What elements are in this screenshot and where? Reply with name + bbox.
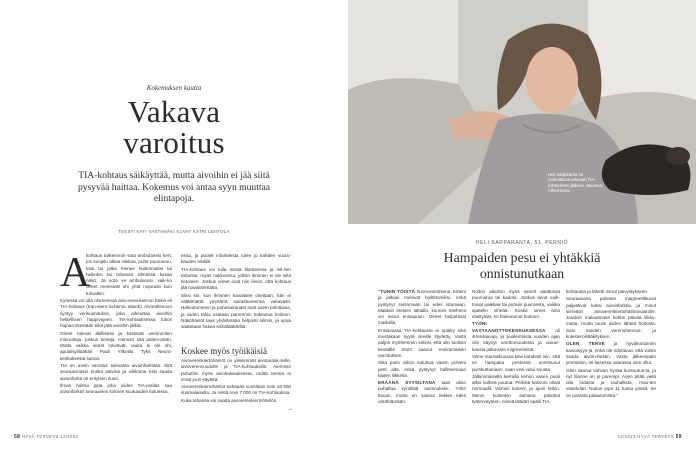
dropcap: A <box>60 250 91 296</box>
paragraph: Noihin aikoihin myös sanerl saattoivat puuroutua tai kadota. Joskus tavut vaih-toivat paikkaa tai puhuin puuroesta, vaikka ajattelin viheää. Koska oireet aina väistyivät, en hakeutunut hoitoon. <box>472 289 560 320</box>
paragraph: TIA on usein varoitus tulevasta aivoinfarktista. Sitä seuraavinakin koska päivinä ja viikkoina riski saada aivoinfarkti on erityisen suuri. <box>60 363 172 381</box>
paragraph: kohtaus tarkemmin sota ambulanssi hert, jos suojelu alkaa viikkoa, puhe puuroutuu, käsi tai jalka menee hoitimmaksi tai heikoksi tai toisessa silmässä kasaa näkö. Ja sota ve ambulanssi. vaik-ka oireet menisivät ohi yhtä nopeasti kuin tulivatkin. <box>86 253 172 296</box>
paragraph: Siksi kin, kun ihminen havaitsee oireitaan, hän ei välttämättä ymmärrä sairastuneensa vakavasti. Hakeutuminen ja puhesairaudet ovat usein pelottavia, ja niiden takia osataan paremmin hakeutua hoitoon. Näköhäiriöt taas yhdistetään helposti silmiin, ja apua saatetaan hakea silmälääkäriltä. <box>181 292 291 330</box>
paragraph: essa, ja puolet infarkteista tulee jo kahden vuoro-kauden sisällä. <box>181 253 291 265</box>
paragraph: TIA-kohtaus voi tulla missä tilanteessa ja mil-loin tahansa, myös nukkuessa, jolloin ihminen ei ole siitä tietoinen. Joskus oireet ovat niin lieviä, että kohtaus jää havaitsematta. <box>181 266 291 291</box>
body-column-r1 <box>378 289 466 406</box>
paragraph: kohtausta ja lähetti minut päivystykseen. <box>566 289 649 294</box>
paragraph: Oireet tulevat äkillisesti ja kestävät useimmiten minuutteja, joskus tunteja. Harvoin sitä pidem-pään. Mutta vaikka oireet häviävät, vaara ei ole ohi, apulaisylilääkäri Pauli Ylikotila Tyks Neuro-keskuksesta sanoo. <box>60 330 172 361</box>
story-title: Hampaiden pesu ei yhtäkkiä onnistunutkaan <box>443 250 601 281</box>
body-column-r3 <box>566 289 656 400</box>
title-line-2: varoitus <box>123 125 225 160</box>
body-column-r2 <box>472 289 560 406</box>
credits: TEKSTI KATI VASTAMÄKI KUVAT KATRI LEHTOLA <box>118 229 230 234</box>
footer-left <box>14 434 78 440</box>
magazine-issue: 12/2023 HYVÄ TERVEYS <box>617 434 675 439</box>
paragraph-text: huonovointisena. Käteni ja jalkani menivät hoiltittomiksi, enkä pystynyt seisomaan tai edes istumaan. Matasin eteisen lattialla, kunnes miehemi vei minut ensiapuun. Oireet helpottivat matkalla. <box>378 289 467 326</box>
paragraph-text: taas aloin puhaltaa kynttilää sammuksiin. Yritin kauan, mutta en saanut liekkiä edes värähtämään. <box>378 380 466 405</box>
paragraph: Siitä parin viikon kuluttua vasen polveni petti alta, enkä pystynyt hallitsemaan käden liikkeitä. <box>378 360 466 378</box>
body-column-2 <box>181 253 291 332</box>
lead-in: "TUNIN TÖISTÄ <box>378 289 416 294</box>
paragraph: Viime marraskuussa kävi kahdesti niin, että en hampaita pestessä onnistunut purskuttamaan, vaan vesi valui suusta. <box>472 353 561 372</box>
paragraph <box>472 321 560 352</box>
photo-caption: Heli Sarparanta on rauhoittunut arkeaan TIA-kohtauksen jälkeen. Seurana Alfred-koira. <box>548 172 603 194</box>
page-number: 59 <box>675 434 682 440</box>
body-column-1 <box>60 250 172 397</box>
paragraph <box>378 380 466 405</box>
paragraph <box>378 289 466 327</box>
paragraph: Kuka tahansa voi saada aivoverenkiertohäiriön. <box>181 397 278 403</box>
paragraph-text: oli stressaavaa, ja puolentoista vuoden ajan olin käynyt unettomuudesta ja uuvan-kausia jatkuvista migreeneistä. <box>472 327 560 352</box>
paragraph-text: ja hyväkuntoinen kavioisyyö-jä, enkä ole odottanut, että voisin saada aivoin-farktin. Vasta jälkeenpäin ymmärsin, mi-laisessa vaarassa olen ollut. <box>566 341 656 366</box>
paragraph: Jälkimmäisellä kerralla kehon vasen puoli alkoi kulkea puutua. Peilistä kasvoni olivat normaalit. Voimini kohenl, ja ajoin töihin. Menin kuitenkin samana päivänä työterveyteen, missä lääkäri epäili TIA- <box>472 373 560 405</box>
article-title <box>0 96 348 158</box>
paragraph: Olen saanut vahvan hyvää kuntoutus-ta, ja nyt tilanne on jo parempi. Arjen pitää vielä olla hidasta ja rauhallista, muu-ten väsähdän. Nukun jopa 11 tuntia yössä. Se on parasta palautumista." <box>566 367 656 398</box>
right-page <box>348 0 696 450</box>
lead-paragraph: TIA-kohtaus säikäyttää, mutta aivoihin ei jää siitä pysyvää haittaa. Kokemus voi antaa syyn muuttaa elintapoja. <box>77 170 271 205</box>
paragraph: Kysessä voi olla ohimenevä aivo-verenkierron häiriö eli TIA-kohtaus (tran-sient ischemic attack). Aivoraltimoon syntyy verisuonitukos, joka aiheuttaa aivoihin hetkellisen happivajeen. TIA-kohtauksessa tukos hajoaa itsestään eikä jätä aivoihin jälkiä. <box>60 298 172 329</box>
portrait-photo <box>348 0 696 224</box>
paragraph: Ilman hoitoa jopa joka viides TIA-potilas saa aivoinfarktin seuraavien kolmen kuukauden kuluessa. <box>60 382 172 395</box>
footer-right <box>618 434 682 440</box>
paragraph: Aivoverenkiertohäiriöt on yleisimmät aivotautuk-selle, aivoverenvuodolle ja TIA-kohtauksille. Aiemmin puhuttiin myös aivohalvauksesta, mutta termiä ei enää juuri käytetä. <box>181 358 291 382</box>
body-column-2b <box>181 358 291 405</box>
lead-in: OLEN TERVE <box>566 341 605 347</box>
magazine-issue: HYVÄ TERVEYS 12/2023 <box>21 434 79 439</box>
photo-illustration <box>348 0 696 224</box>
subheading: Koskee myös työikäisiä <box>181 346 267 356</box>
lead-in: ERÄÄNÄ SYYSILTANA <box>378 380 436 386</box>
continue-arrow-icon: → <box>287 406 293 412</box>
lead-in: TYÖNI VASTAANOTTOKESKUKSESSA <box>472 321 546 333</box>
paragraph: Seuraavana päivänä magneettikuvat paljastivat kaksi aivoinfarktia, ja minut siirrettiin aivoverenkiertohäiriöosastolle. Jouduin makaamaan kolme päivää liikku-matta, mutta tuulin niiden lähteä hoitosta. Sain mieden verenohennus- ja kolesterolilääkityksen. <box>566 296 656 340</box>
paragraph: Ensiavussa TIA-kohtausta ei epäilty eikä mustakaan syytä oireille löydetty. Vasta paljon myöhemmin selvisi, että olin tuolloin keväällä 2023 saanut ensimmäisen varoituksen. <box>378 327 466 358</box>
person-byline: HELI SARPARANTA, 51, PERNIÖ <box>475 240 569 246</box>
kicker: Kokemuksen kautta <box>146 84 202 92</box>
title-line-1: Vakava <box>127 94 221 129</box>
paragraph: Aivoverenkiertohäiriöt todetaan vuosittain noin 18 000 suomalaisella. Ja niistä noin 7 000 on TIA-kohtauksia. <box>181 384 291 396</box>
paragraph <box>566 341 656 366</box>
page-number: 58 <box>14 434 21 440</box>
